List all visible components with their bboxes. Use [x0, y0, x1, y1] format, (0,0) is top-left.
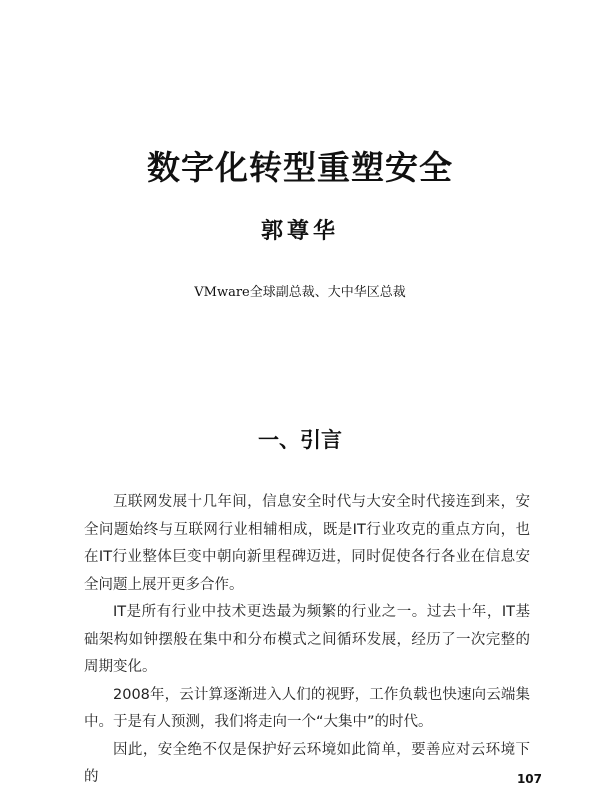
- page-number: 107: [516, 772, 542, 786]
- paragraph: 互联网发展十几年间，信息安全时代与大安全时代接连到来，安全问题始终与互联网行业相辅相成，既是IT行业攻克的重点方向，也在IT行业整体巨变中朝向新里程碑迈进，同时促使各行各业在信息安全问题上展开更多合作。: [84, 494, 530, 593]
- paragraph: IT是所有行业中技术更迭最为频繁的行业之一。过去十年，IT基础架构如钟摆般在集中和分布模式之间循环发展，经历了一次完整的周期变化。: [84, 604, 530, 675]
- body-text: [84, 489, 530, 792]
- paragraph: 2008年，云计算逐渐进入人们的视野，工作负载也快速向云端集中。于是有人预测，我们将走向一个“大集中”的时代。: [84, 686, 530, 730]
- author-affiliation: VMware全球副总裁、大中华区总裁: [194, 285, 406, 300]
- author-name: 郭尊华: [260, 218, 339, 244]
- section-heading: 一、引言: [258, 428, 342, 452]
- article-title: 数字化转型重塑安全: [147, 148, 453, 187]
- paragraph: 因此，安全绝不仅是保护好云环境如此简单，要善应对云环境下的: [84, 741, 530, 785]
